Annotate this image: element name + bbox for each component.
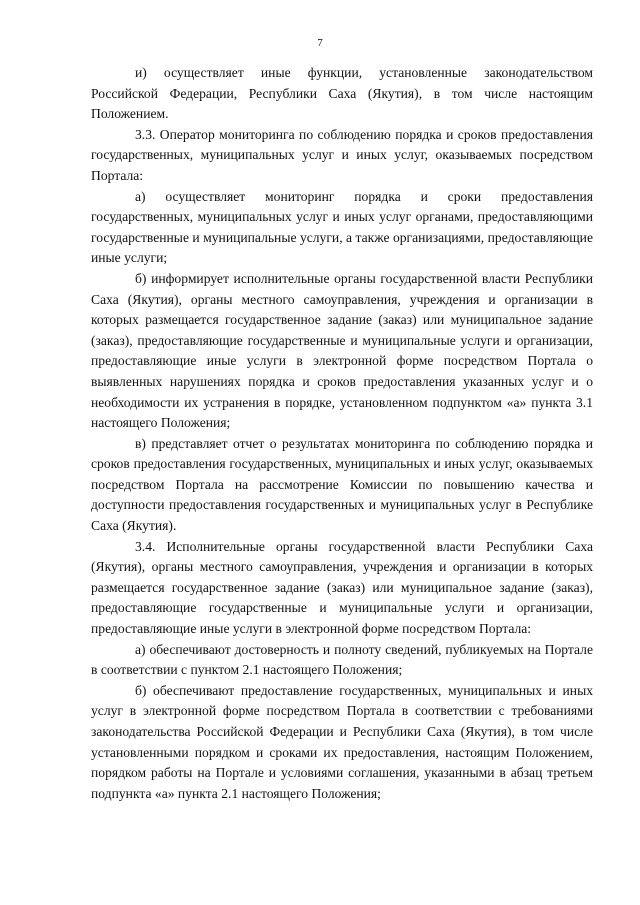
page-number: 7	[317, 37, 323, 49]
paragraph-3-4-b-provision: б) обеспечивают предоставление государственных, муниципальных и иных услуг в электронной форме посредством Портала в соответствии с требованиями законодательства Российской Федерации и Республики Саха (Якутия), в том числе установленными порядком и сроками их предоставления, настоящим Положением, порядком работы на Портале и условиями соглашения, указанными в абзац третьем подпункта «а» пункта 2.1 настоящего Положения;	[91, 682, 593, 801]
paragraph-3-4-executive-bodies: 3.4. Исполнительные органы государственной власти Республики Саха (Якутия), органы местного самоуправления, учреждения и организации в которых размещается государственное задание (заказ) или муниципальное задание (заказ), предоставляющие государственные и муниципальные услуги и организации, предоставляющие иные услуги в электронной форме посредством Портала:	[91, 538, 593, 637]
paragraph-3-3-a-monitoring: а) осуществляет мониторинг порядка и сроки предоставления государственных, муниципальных услуг и иных услуг органами, предоставляющими государственные и муниципальные услуги, а также организациями, предоставляющие иные услуги;	[91, 188, 593, 266]
paragraph-item-i-other-functions: и) осуществляет иные функции, установленные законодательством Российской Федерации, Республики Саха (Якутия), в том числе настоящим Положением.	[91, 65, 593, 122]
paragraph-3-3-b-informs: б) информирует исполнительные органы государственной власти Республики Саха (Якутия), органы местного самоуправления, учреждения и организации в которых размещается государственное задание (заказ) или муниципальное задание (заказ), предоставляющие государственные и муниципальные услуги и организации, предоставляющие иные услуги в электронной форме посредством Портала о выявленных нарушениях порядка и сроков предоставления указанных услуг и о необходимости их устранения в порядке, установленном подпунктом «а» пункта 3.1 настоящего Положения;	[91, 270, 593, 431]
document-body	[91, 63, 593, 804]
paragraph-3-3-v-report: в) представляет отчет о результатах мониторинга по соблюдению порядка и сроков предоставления государственных, муниципальных и иных услуг, оказываемых посредством Портала на рассмотрение Комиссии по повышению качества и доступности предоставления государственных и муниципальных услуг в Республике Саха (Якутия).	[91, 435, 593, 534]
paragraph-3-3-monitoring-operator: 3.3. Оператор мониторинга по соблюдению порядка и сроков предоставления государственных, муниципальных услуг и иных услуг, оказываемых посредством Портала:	[91, 126, 593, 183]
paragraph-3-4-a-accuracy: а) обеспечивают достоверность и полноту сведений, публикуемых на Портале в соответствии с пунктом 2.1 настоящего Положения;	[91, 641, 593, 678]
